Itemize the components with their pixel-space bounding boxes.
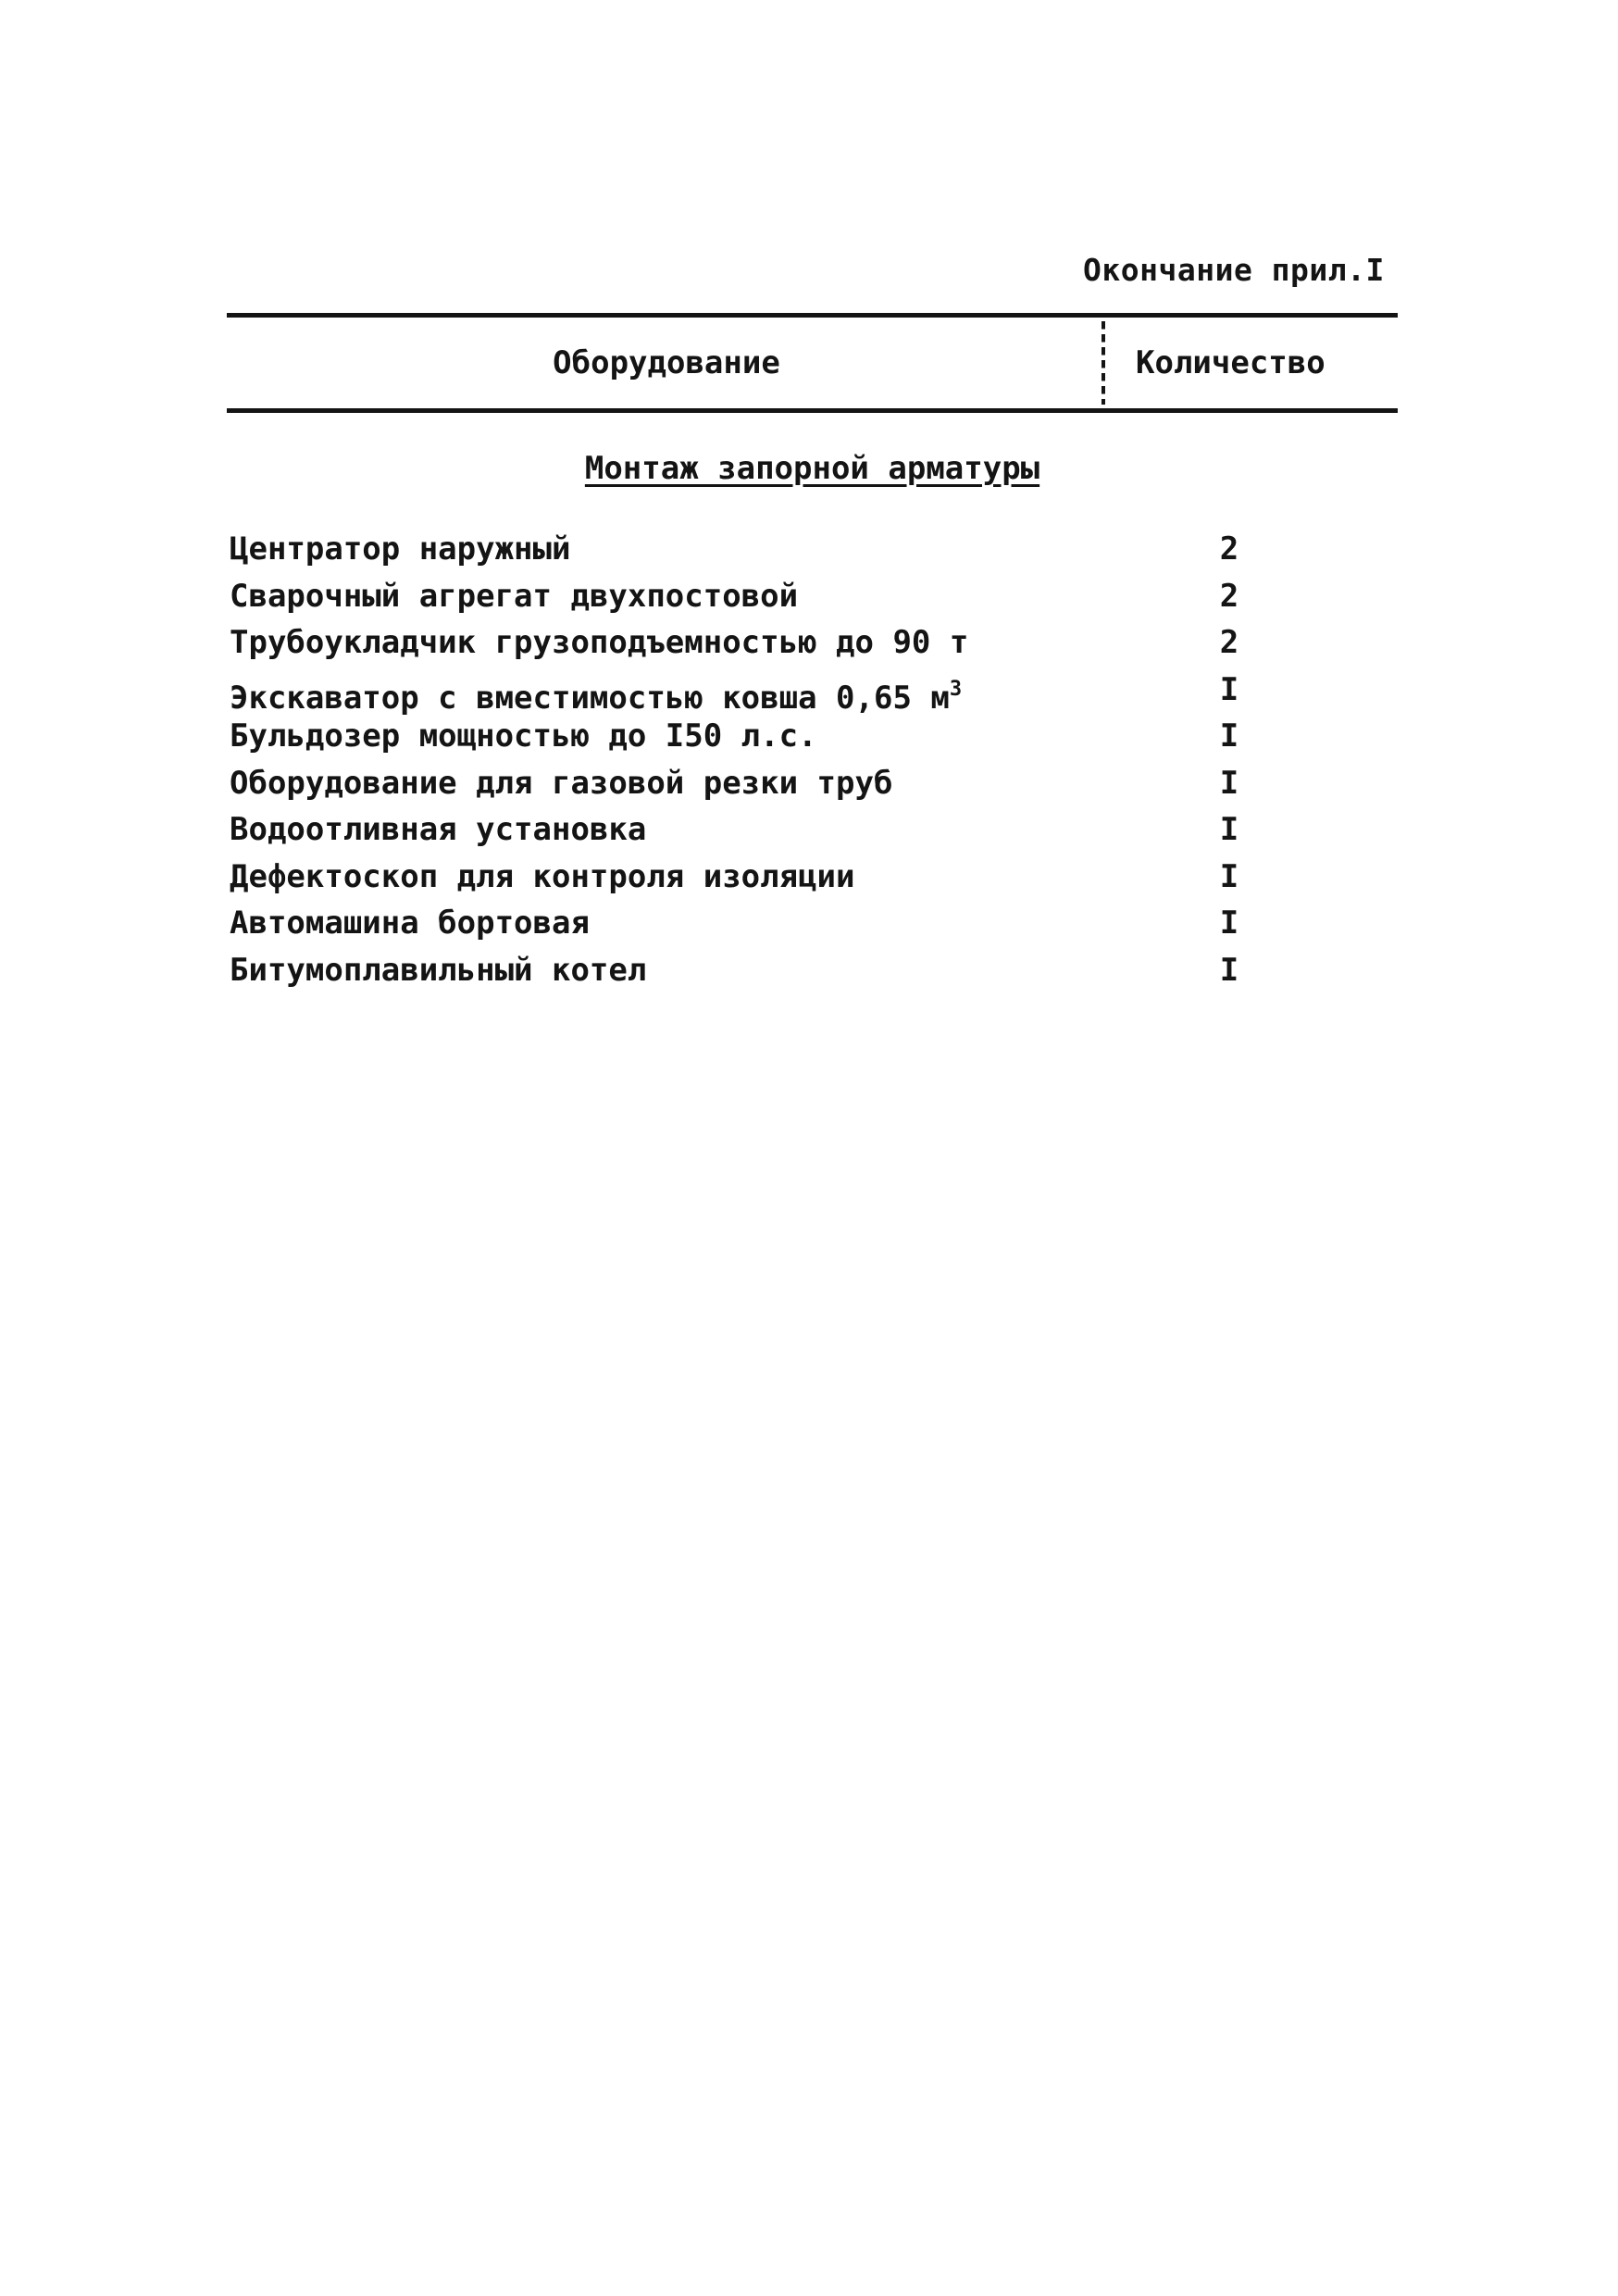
table-row bbox=[230, 573, 1340, 620]
row-equipment-name: Бульдозер мощностью до I50 л.с. bbox=[230, 718, 817, 755]
table-row bbox=[230, 667, 1340, 717]
header-column-separator bbox=[1101, 321, 1105, 405]
row-equipment-name: Центратор наружный bbox=[230, 530, 571, 568]
row-quantity: I bbox=[1219, 670, 1239, 708]
table-row bbox=[230, 713, 1340, 760]
table-header-bottom-rule bbox=[227, 408, 1398, 413]
table-row bbox=[230, 947, 1340, 994]
row-quantity: 2 bbox=[1219, 577, 1239, 615]
row-equipment-name: Автомашина бортовая bbox=[230, 905, 590, 942]
table-row bbox=[230, 900, 1340, 947]
table-row bbox=[230, 760, 1340, 807]
row-equipment-name: Трубоукладчик грузоподъемностью до 90 т bbox=[230, 624, 969, 661]
row-quantity: I bbox=[1219, 905, 1239, 942]
row-quantity: 2 bbox=[1219, 624, 1239, 661]
table-header-row bbox=[227, 318, 1398, 408]
section-title: Монтаж запорной арматуры bbox=[584, 450, 1040, 487]
table-row bbox=[230, 806, 1340, 854]
row-quantity: I bbox=[1219, 718, 1239, 755]
table-row bbox=[230, 854, 1340, 901]
table-body bbox=[230, 526, 1340, 993]
row-equipment-name: Оборудование для газовой резки труб bbox=[230, 764, 893, 802]
row-equipment-name: Экскаватор с вместимостью ковша 0,65 м bbox=[230, 679, 950, 717]
row-quantity: I bbox=[1219, 857, 1239, 895]
unit-superscript: 3 bbox=[949, 677, 963, 701]
header-quantity: Количество bbox=[1136, 344, 1326, 381]
row-quantity: I bbox=[1219, 811, 1239, 848]
row-quantity: 2 bbox=[1219, 530, 1239, 568]
header-equipment: Оборудование bbox=[553, 344, 780, 381]
row-equipment-name: Дефектоскоп для контроля изоляции bbox=[230, 857, 855, 895]
equipment-table bbox=[227, 313, 1398, 413]
table-row bbox=[230, 526, 1340, 573]
row-equipment-name: Битумоплавильный котел bbox=[230, 951, 647, 989]
row-equipment-name: Водоотливная установка bbox=[230, 811, 647, 848]
appendix-label: Окончание прил.I bbox=[1083, 252, 1385, 288]
table-row bbox=[230, 619, 1340, 667]
row-quantity: I bbox=[1219, 764, 1239, 802]
row-equipment-name: Сварочный агрегат двухпостовой bbox=[230, 577, 799, 615]
row-quantity: I bbox=[1219, 951, 1239, 989]
